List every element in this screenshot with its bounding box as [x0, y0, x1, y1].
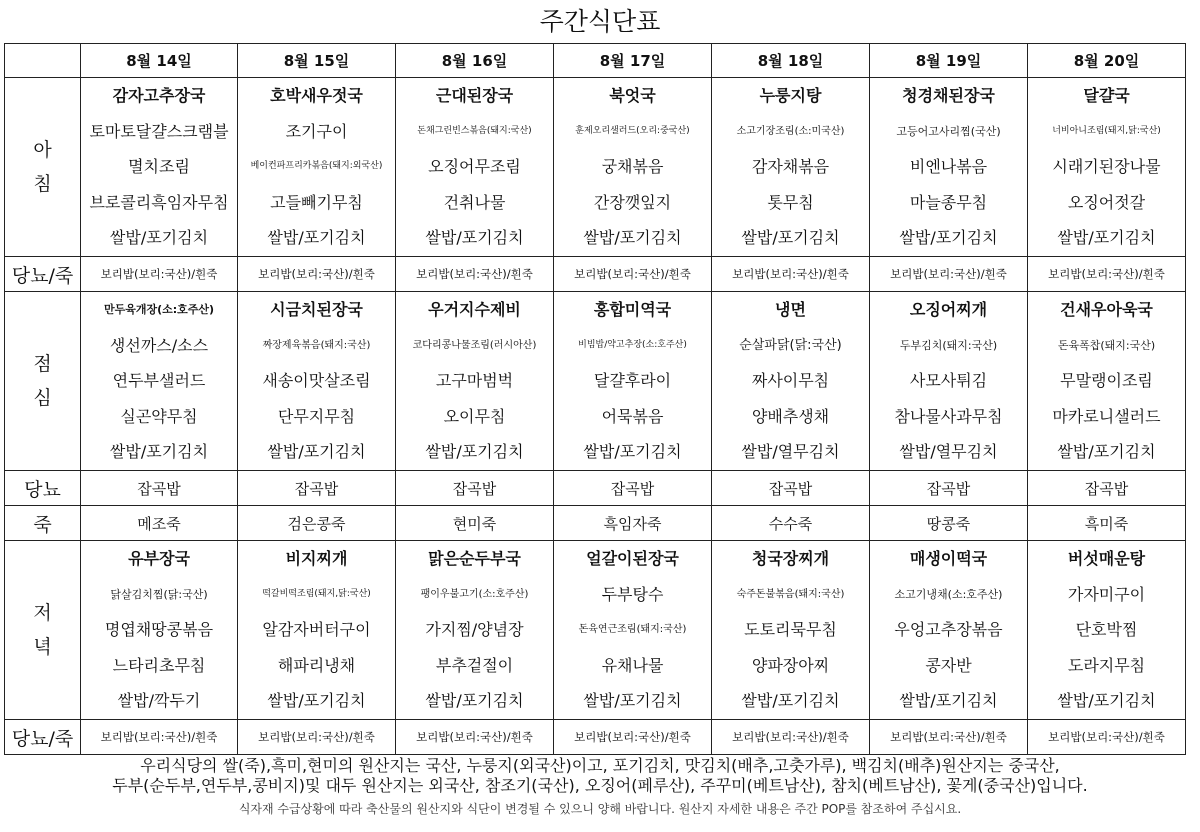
dinner-side-dish: 숙주돈불볶음(돼지:국산): [736, 588, 845, 600]
dinner-side-dish: 두부탕수: [601, 584, 664, 604]
dinner-main-dish: 버섯매운탕: [1067, 549, 1146, 569]
breakfast-special-cell: 보리밥(보리:국산)/흰죽: [396, 257, 554, 292]
lunch-side-dish: 순살파닭(닭:국산): [739, 337, 842, 353]
lunch-porridge-cell: 땅콩죽: [870, 506, 1028, 541]
dinner-main-dish: 청국장찌개: [751, 549, 830, 569]
breakfast-special-cell: 보리밥(보리:국산)/흰죽: [554, 257, 712, 292]
footer-origin-line-1: 우리식당의 쌀(죽),흑미,현미의 원산지는 국산, 누룽지(외국산)이고, 포기김치, 맛김치(배추,고춧가루), 백김치(배추)원산지는 중국산,: [140, 756, 1060, 775]
lunch-cell: [396, 292, 554, 471]
lunch-side-dish: 새송이맛살조림: [262, 371, 371, 391]
dinner-special-cell: 보리밥(보리:국산)/흰죽: [712, 720, 870, 755]
dinner-cell: [396, 541, 554, 720]
lunch-diabetic-cell: 잡곡밥: [81, 471, 238, 506]
lunch-porridge-cell: 수수죽: [712, 506, 870, 541]
lunch-main-dish: 건새우아욱국: [1060, 300, 1153, 320]
footer-notice: 식자재 수급상황에 따라 축산물의 원산지와 식단이 변경될 수 있으니 양해 바랍니다. 원산지 자세한 내용은 주간 POP를 참조하여 주십시요.: [238, 802, 962, 816]
breakfast-cell: [870, 78, 1028, 257]
menu-table: [4, 43, 1186, 755]
date-header: 8월 17일: [554, 44, 712, 78]
lunch-cell: [870, 292, 1028, 471]
breakfast-side-dish: 오징어젓갈: [1067, 192, 1146, 212]
lunch-side-dish: 짜사이무침: [751, 371, 830, 391]
breakfast-side-dish: 마늘종무침: [909, 192, 988, 212]
breakfast-main-dish: 호박새우젓국: [270, 86, 363, 106]
dinner-side-dish: 우엉고추장볶음: [894, 620, 1003, 640]
dinner-cell: [1028, 541, 1186, 720]
dinner-cell: [238, 541, 396, 720]
breakfast-cell: [712, 78, 870, 257]
date-header-row: [5, 44, 1186, 78]
dinner-main-dish: 맑은순두부국: [428, 549, 521, 569]
lunch-side-dish: 오이무침: [443, 406, 506, 426]
breakfast-special-cell: 보리밥(보리:국산)/흰죽: [238, 257, 396, 292]
dinner-cell: [870, 541, 1028, 720]
lunch-side-dish: 연두부샐러드: [112, 371, 206, 391]
breakfast-row: [5, 78, 1186, 257]
lunch-porridge-row: [5, 506, 1186, 541]
lunch-side-dish: 비빔밥/약고추장(소:호주산): [578, 339, 687, 350]
lunch-diabetic-cell: 잡곡밥: [554, 471, 712, 506]
breakfast-side-dish: 쌀밥/포기김치: [899, 228, 998, 248]
lunch-side-dish: 쌀밥/포기김치: [425, 442, 524, 462]
lunch-main-dish: 오징어찌개: [909, 300, 988, 320]
dinner-side-dish: 쌀밥/포기김치: [899, 691, 998, 711]
breakfast-main-dish: 달걀국: [1083, 86, 1130, 106]
breakfast-side-dish: 고들빼기무침: [270, 192, 363, 212]
lunch-cell: [712, 292, 870, 471]
date-header: 8월 20일: [1028, 44, 1186, 78]
breakfast-side-dish: 브로콜리흑임자무침: [89, 192, 229, 212]
dinner-special-cell: 보리밥(보리:국산)/흰죽: [870, 720, 1028, 755]
lunch-porridge-cell: 메조죽: [81, 506, 238, 541]
dinner-side-dish: 양파장아찌: [751, 655, 830, 675]
lunch-cell: [238, 292, 396, 471]
breakfast-side-dish: 건취나물: [443, 192, 506, 212]
dinner-special-cell: 보리밥(보리:국산)/흰죽: [1028, 720, 1186, 755]
lunch-porridge-cell: 흑임자죽: [554, 506, 712, 541]
breakfast-side-dish: 톳무침: [767, 192, 814, 212]
dinner-side-dish: 닭살김치찜(닭:국산): [110, 587, 208, 601]
lunch-side-dish: 무말랭이조림: [1060, 371, 1153, 391]
dinner-side-dish: 유채나물: [601, 655, 664, 675]
dinner-side-dish: 도토리묵무침: [744, 620, 837, 640]
dinner-cell: [712, 541, 870, 720]
lunch-cell: [1028, 292, 1186, 471]
lunch-row: [5, 292, 1186, 471]
dinner-main-dish: 유부장국: [128, 549, 190, 569]
breakfast-cell: [1028, 78, 1186, 257]
lunch-porridge-cell: 흑미죽: [1028, 506, 1186, 541]
lunch-side-dish: 쌀밥/포기김치: [583, 442, 682, 462]
dinner-side-dish: 쌀밥/포기김치: [425, 691, 524, 711]
breakfast-side-dish: 쌀밥/포기김치: [109, 228, 209, 248]
breakfast-side-dish: 쌀밥/포기김치: [583, 228, 682, 248]
breakfast-special-cell: 보리밥(보리:국산)/흰죽: [1028, 257, 1186, 292]
lunch-diabetic-cell: 잡곡밥: [396, 471, 554, 506]
lunch-diabetic-cell: 잡곡밥: [712, 471, 870, 506]
lunch-side-dish: 생선까스/소스: [109, 335, 209, 355]
dinner-label: 저 녁: [5, 541, 81, 720]
date-header: 8월 18일: [712, 44, 870, 78]
lunch-side-dish: 두부김치(돼지:국산): [899, 338, 998, 352]
lunch-porridge-cell: 검은콩죽: [238, 506, 396, 541]
lunch-side-dish: 쌀밥/포기김치: [267, 442, 366, 462]
dinner-side-dish: 쌀밥/깍두기: [117, 691, 201, 711]
lunch-cell: [81, 292, 238, 471]
lunch-side-dish: 쌀밥/열무김치: [741, 442, 840, 462]
lunch-main-dish: 만두육개장(소:호주산): [103, 303, 215, 317]
lunch-porridge-cell: 현미죽: [396, 506, 554, 541]
breakfast-side-dish: 베이컨파프리카볶음(돼지:외국산): [250, 161, 383, 172]
lunch-side-dish: 짜장제육볶음(돼지:국산): [262, 339, 371, 351]
lunch-cell: [554, 292, 712, 471]
dinner-side-dish: 떡갈비떡조림(돼지,닭:국산): [262, 588, 371, 599]
dinner-special-cell: 보리밥(보리:국산)/흰죽: [238, 720, 396, 755]
breakfast-special-cell: 보리밥(보리:국산)/흰죽: [712, 257, 870, 292]
breakfast-main-dish: 감자고추장국: [112, 86, 206, 106]
breakfast-cell: [238, 78, 396, 257]
breakfast-special-cell: 보리밥(보리:국산)/흰죽: [870, 257, 1028, 292]
lunch-side-dish: 코다리콩나물조림(러시아산): [412, 339, 537, 351]
lunch-diabetic-cell: 잡곡밥: [238, 471, 396, 506]
dinner-cell: [81, 541, 238, 720]
lunch-main-dish: 냉면: [775, 300, 806, 320]
dinner-side-dish: 해파리냉채: [277, 655, 356, 675]
lunch-side-dish: 고구마범벅: [435, 371, 514, 391]
breakfast-side-dish: 토마토달걀스크램블: [89, 121, 229, 141]
dinner-side-dish: 콩자반: [925, 655, 972, 675]
dinner-side-dish: 돈육연근조림(돼지:국산): [578, 624, 687, 636]
dinner-side-dish: 부추겉절이: [435, 655, 514, 675]
breakfast-side-dish: 쌀밥/포기김치: [267, 228, 366, 248]
dinner-side-dish: 단호박찜: [1075, 620, 1138, 640]
breakfast-side-dish: 돈채그린빈스볶음(돼지:국산): [417, 125, 532, 136]
dinner-special-row: [5, 720, 1186, 755]
lunch-side-dish: 돈육폭찹(돼지:국산): [1057, 338, 1156, 352]
lunch-side-dish: 달걀후라이: [593, 371, 672, 391]
breakfast-side-dish: 비엔나볶음: [909, 157, 988, 177]
breakfast-side-dish: 시래기된장나물: [1052, 157, 1161, 177]
dinner-side-dish: 도라지무침: [1067, 655, 1146, 675]
dinner-special-cell: 보리밥(보리:국산)/흰죽: [396, 720, 554, 755]
breakfast-main-dish: 북엇국: [609, 86, 656, 106]
date-header: 8월 15일: [238, 44, 396, 78]
lunch-side-dish: 단무지무침: [277, 406, 356, 426]
breakfast-cell: [396, 78, 554, 257]
lunch-side-dish: 사모사튀김: [909, 371, 988, 391]
lunch-main-dish: 홍합미역국: [593, 300, 672, 320]
dinner-side-dish: 느타리초무침: [112, 655, 206, 675]
lunch-main-dish: 시금치된장국: [270, 300, 363, 320]
date-header: 8월 16일: [396, 44, 554, 78]
lunch-label: 점 심: [5, 292, 81, 471]
dinner-main-dish: 얼갈이된장국: [586, 549, 679, 569]
breakfast-side-dish: 감자채볶음: [751, 157, 830, 177]
breakfast-side-dish: 궁채볶음: [601, 157, 664, 177]
lunch-main-dish: 우거지수제비: [428, 300, 521, 320]
dinner-side-dish: 팽이우불고기(소:호주산): [420, 588, 529, 600]
lunch-side-dish: 참나물사과무침: [894, 406, 1003, 426]
breakfast-cell: [81, 78, 238, 257]
dinner-side-dish: 명엽채땅콩볶음: [104, 620, 214, 640]
breakfast-side-dish: 쌀밥/포기김치: [741, 228, 840, 248]
breakfast-side-dish: 너비아니조림(돼지,닭:국산): [1052, 125, 1161, 136]
lunch-side-dish: 양배추생채: [751, 406, 830, 426]
breakfast-main-dish: 청경채된장국: [902, 86, 995, 106]
dinner-main-dish: 비지찌개: [285, 549, 348, 569]
lunch-side-dish: 어묵볶음: [601, 406, 664, 426]
dinner-side-dish: 쌀밥/포기김치: [1057, 691, 1156, 711]
breakfast-side-dish: 조기구이: [285, 121, 348, 141]
breakfast-main-dish: 근대된장국: [435, 86, 514, 106]
date-header: 8월 19일: [870, 44, 1028, 78]
dinner-side-dish: 소고기냉채(소:호주산): [894, 587, 1003, 601]
breakfast-side-dish: 고등어고사리찜(국산): [896, 124, 1001, 138]
dinner-special-cell: 보리밥(보리:국산)/흰죽: [81, 720, 238, 755]
date-header: 8월 14일: [81, 44, 238, 78]
dinner-side-dish: 쌀밥/포기김치: [267, 691, 366, 711]
breakfast-side-dish: 멸치조림: [128, 157, 190, 177]
footer-origin-line-2: 두부(순두부,연두부,콩비지)및 대두 원산지는 외국산, 참조기(국산), 오징어(페루산), 주꾸미(베트남산), 참치(베트남산), 꽃게(중국산)입니다.: [112, 776, 1088, 795]
lunch-porridge-label: 죽: [5, 506, 81, 541]
dinner-special-label: 당뇨/죽: [5, 720, 81, 755]
dinner-main-dish: 매생이떡국: [909, 549, 988, 569]
dinner-side-dish: 알감자버터구이: [262, 620, 371, 640]
lunch-side-dish: 쌀밥/포기김치: [109, 442, 209, 462]
lunch-diabetic-cell: 잡곡밥: [1028, 471, 1186, 506]
dinner-side-dish: 쌀밥/포기김치: [741, 691, 840, 711]
lunch-side-dish: 쌀밥/열무김치: [899, 442, 998, 462]
dinner-row: [5, 541, 1186, 720]
lunch-diabetic-row: [5, 471, 1186, 506]
corner-cell: [5, 44, 81, 78]
dinner-side-dish: 가자미구이: [1067, 584, 1146, 604]
lunch-diabetic-cell: 잡곡밥: [870, 471, 1028, 506]
breakfast-special-cell: 보리밥(보리:국산)/흰죽: [81, 257, 238, 292]
breakfast-special-row: [5, 257, 1186, 292]
breakfast-cell: [554, 78, 712, 257]
dinner-side-dish: 가지찜/양념장: [425, 620, 524, 640]
dinner-special-cell: 보리밥(보리:국산)/흰죽: [554, 720, 712, 755]
breakfast-side-dish: 오징어무조림: [428, 157, 521, 177]
page-title: 주간식단표: [539, 7, 661, 36]
dinner-side-dish: 쌀밥/포기김치: [583, 691, 682, 711]
lunch-side-dish: 실곤약무침: [120, 406, 198, 426]
breakfast-side-dish: 쌀밥/포기김치: [425, 228, 524, 248]
breakfast-special-label: 당뇨/죽: [5, 257, 81, 292]
breakfast-side-dish: 소고기장조림(소:미국산): [736, 125, 845, 137]
breakfast-label: 아 침: [5, 78, 81, 257]
breakfast-side-dish: 간장깻잎지: [593, 192, 672, 212]
breakfast-main-dish: 누룽지탕: [759, 86, 822, 106]
breakfast-side-dish: 훈제오리샐러드(오리:중국산): [575, 125, 690, 136]
lunch-side-dish: 마카로니샐러드: [1052, 406, 1161, 426]
breakfast-side-dish: 쌀밥/포기김치: [1057, 228, 1156, 248]
lunch-side-dish: 쌀밥/포기김치: [1057, 442, 1156, 462]
lunch-diabetic-label: 당뇨: [5, 471, 81, 506]
dinner-cell: [554, 541, 712, 720]
